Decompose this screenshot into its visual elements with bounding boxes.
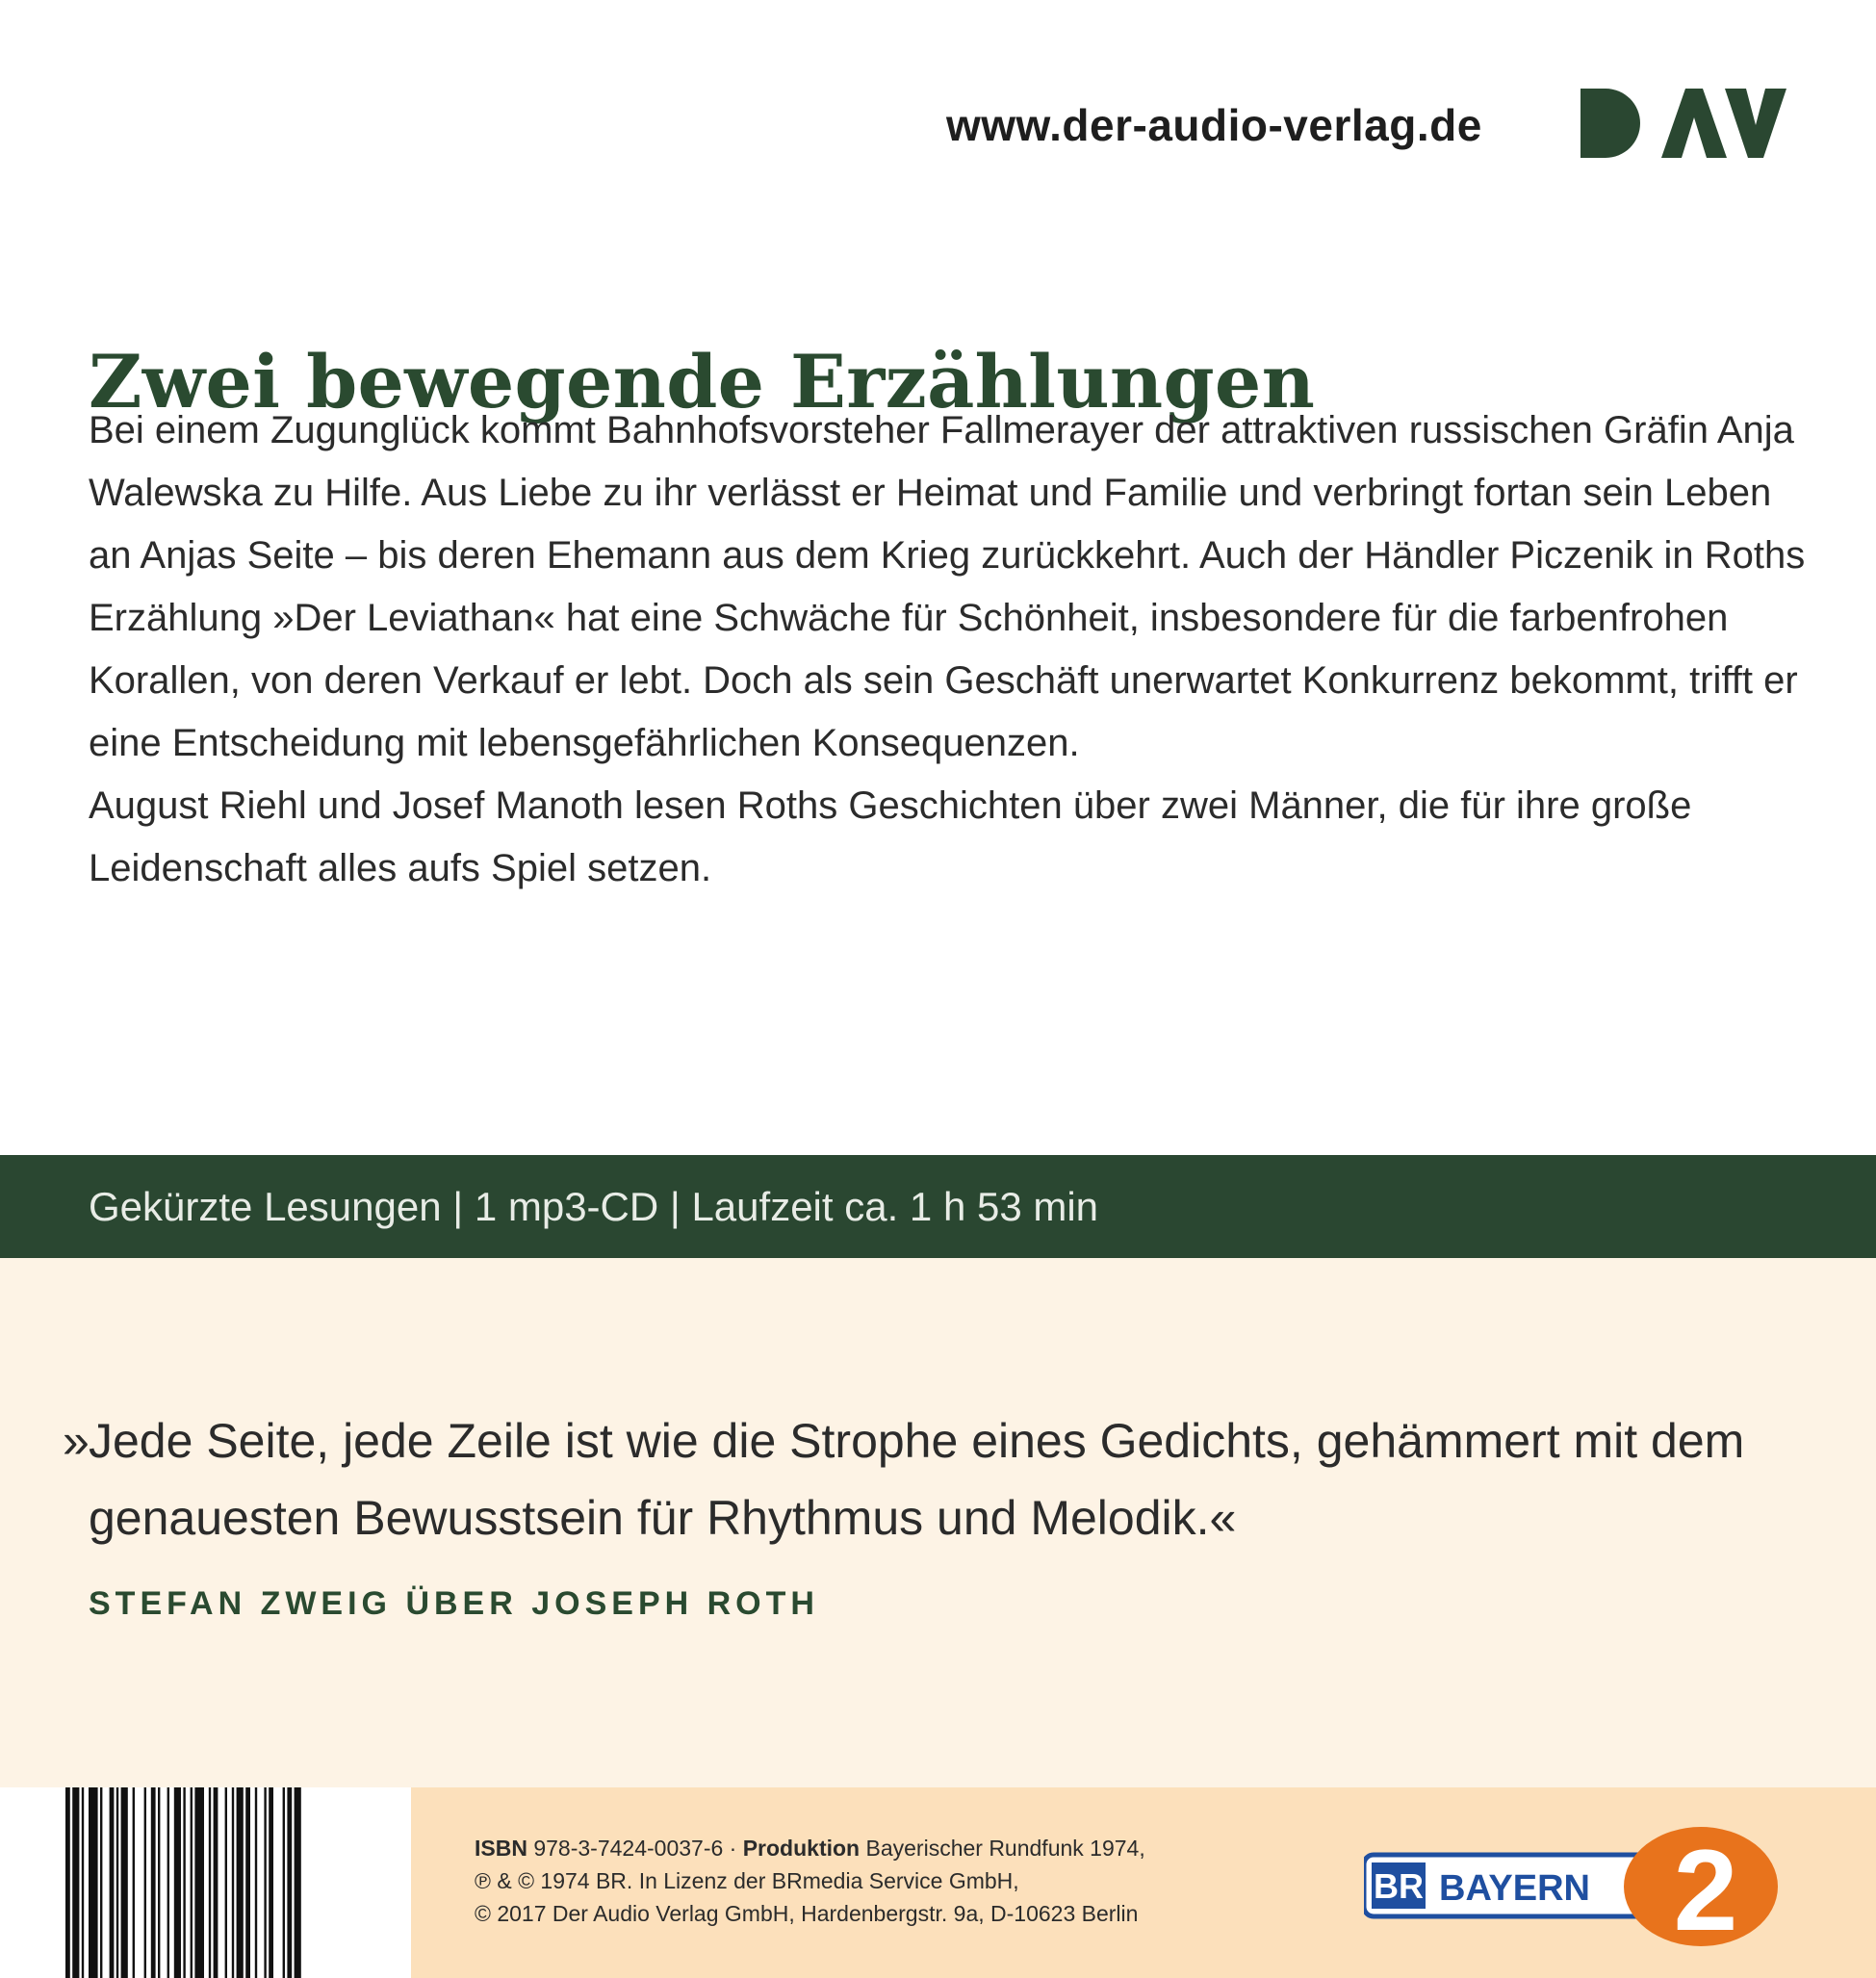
blurb-paragraph-1: Bei einem Zugunglück kommt Bahnhofsvorsteher Fallmerayer der attraktiven russischen Gräfin Anja Walewska zu Hilfe. Aus Liebe zu ihr verlässt er Heimat und Familie und verbringt fortan sein Leben an Anjas Seite – bis deren Ehemann aus dem Krieg zurückkehrt. Auch der Händler Piczenik in Roths Erzählung »Der Leviathan« hat eine Schwäche für Schönheit, insbesondere für die farbenfrohen Korallen, von deren Verkauf er lebt. Doch als sein Geschäft unerwartet Konkurrenz bekommt, trifft er eine Entscheidung mit lebensgefährlichen Konsequenzen. bbox=[89, 409, 1806, 764]
barcode-area bbox=[0, 1787, 411, 1978]
quote-attribution: STEFAN ZWEIG ÜBER JOSEPH ROTH bbox=[89, 1585, 819, 1622]
blurb-paragraph-2: August Riehl und Josef Manoth lesen Roths Geschichten über zwei Männer, die für ihre große Leidenschaft alles aufs Spiel setzen. bbox=[89, 784, 1692, 889]
imprint-line-3: © 2017 Der Audio Verlag GmbH, Hardenbergstr. 9a, D-10623 Berlin bbox=[475, 1901, 1139, 1926]
imprint-line-2: ℗ & © 1974 BR. In Lizenz der BRmedia Service GmbH, bbox=[475, 1868, 1019, 1893]
isbn-label: ISBN bbox=[475, 1836, 527, 1861]
format-info: Gekürzte Lesungen | 1 mp3-CD | Laufzeit ca. 1 h 53 min bbox=[89, 1184, 1099, 1229]
produktion-value: Bayerischer Rundfunk 1974, bbox=[865, 1836, 1145, 1861]
br-mark: BR bbox=[1374, 1866, 1424, 1906]
quote bbox=[63, 1402, 1802, 1556]
quote-open-mark: » bbox=[63, 1414, 90, 1468]
imprint-area bbox=[411, 1787, 1876, 1978]
bayern2-logo bbox=[1364, 1807, 1787, 1951]
headline: Zwei bewegende Erzählungen bbox=[89, 338, 1316, 424]
blurb bbox=[89, 399, 1821, 900]
quote-section bbox=[0, 1258, 1876, 1787]
imprint-line-1 bbox=[475, 1832, 1341, 1864]
format-band bbox=[0, 1155, 1876, 1258]
number-two: 2 bbox=[1673, 1826, 1738, 1951]
dav-logo bbox=[1580, 89, 1786, 158]
publisher-url[interactable]: www.der-audio-verlag.de bbox=[946, 100, 1482, 150]
imprint bbox=[475, 1832, 1341, 1930]
bayern-text: BAYERN bbox=[1439, 1868, 1590, 1909]
isbn-value: 978-3-7424-0037-6 · bbox=[533, 1836, 737, 1861]
produktion-label: Produktion bbox=[742, 1836, 861, 1861]
barcode-icon bbox=[65, 1787, 354, 1978]
quote-text: Jede Seite, jede Zeile ist wie die Strophe eines Gedichts, gehämmert mit dem genauesten Bewusstsein für Rhythmus und Melodik.« bbox=[89, 1414, 1745, 1545]
